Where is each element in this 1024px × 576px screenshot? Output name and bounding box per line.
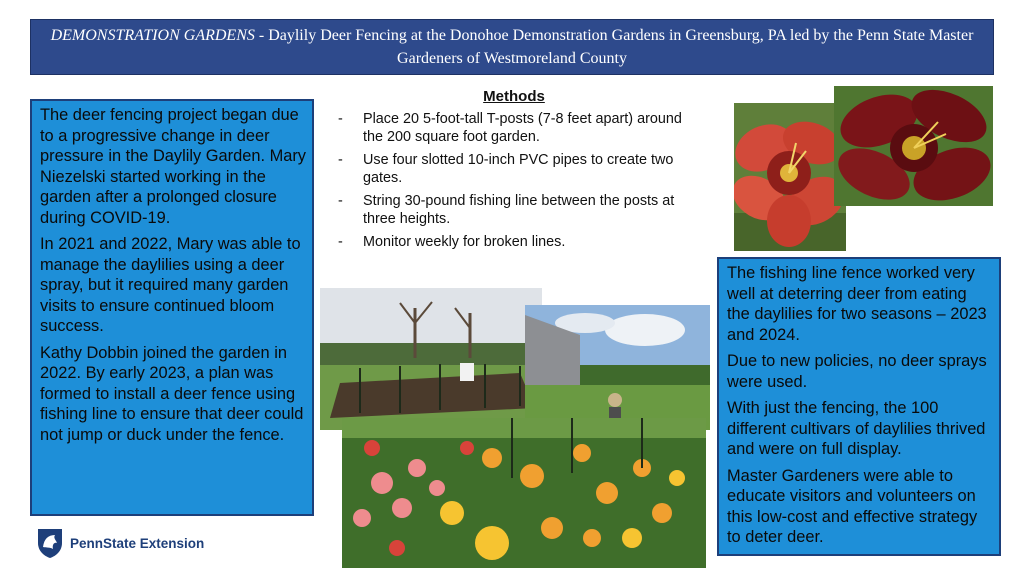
bullet-dash: - bbox=[338, 234, 343, 250]
background-paragraph-3: Kathy Dobbin joined the garden in 2022. By early 2023, a plan was formed to install a deer fence using fishing line to ensure that deer could not jump or duck under the fence. bbox=[40, 343, 304, 444]
pennstate-extension-logo bbox=[36, 527, 204, 559]
background-paragraph-2: In 2021 and 2022, Mary was able to manage the daylilies using a deer spray, but it required many garden visits to ensure continued bloom success. bbox=[40, 235, 301, 335]
methods-section bbox=[334, 88, 694, 258]
results-paragraph-3: With just the fencing, the 100 different cultivars of daylilies thrived and were on full display. bbox=[727, 399, 986, 458]
fenced-garden-photo bbox=[320, 288, 542, 430]
methods-item-text: Monitor weekly for broken lines. bbox=[363, 234, 566, 250]
methods-item-2 bbox=[334, 152, 694, 187]
bullet-dash: - bbox=[338, 193, 343, 209]
daylily-closeup-photo-1 bbox=[734, 103, 846, 251]
results-paragraph-2: Due to new policies, no deer sprays were used. bbox=[727, 352, 987, 391]
daylily-closeup-photo-2 bbox=[834, 86, 993, 206]
logo-text: PennState Extension bbox=[70, 535, 205, 551]
methods-item-text: Place 20 5-foot-tall T-posts (7-8 feet apart) around the 200 square foot garden. bbox=[363, 111, 682, 145]
bullet-dash: - bbox=[338, 111, 343, 127]
methods-item-4 bbox=[334, 234, 694, 252]
methods-item-1 bbox=[334, 111, 694, 146]
methods-list bbox=[334, 111, 694, 252]
banner-title: - Daylily Deer Fencing at the Donohoe Demonstration Gardens in Greensburg, PA led by the Penn State Master Gardeners of Westmoreland County bbox=[254, 27, 974, 67]
results-text-box bbox=[717, 257, 1001, 556]
methods-title: Methods bbox=[483, 88, 545, 105]
title-banner bbox=[30, 19, 994, 75]
methods-item-text: Use four slotted 10-inch PVC pipes to create two gates. bbox=[363, 152, 674, 186]
methods-item-3 bbox=[334, 193, 694, 228]
results-paragraph-4: Master Gardeners were able to educate visitors and volunteers on this low-cost and effective strategy to deter deer. bbox=[727, 466, 978, 546]
background-paragraph-1: The deer fencing project began due to a progressive change in deer pressure in the Daylily Garden. Mary Niezelski started working in the garden after a prolonged closure during COVID-19. bbox=[40, 106, 306, 227]
background-text-box bbox=[30, 99, 314, 516]
results-paragraph-1: The fishing line fence worked very well at deterring deer from eating the daylilies for two seasons – 2023 and 2024. bbox=[727, 264, 987, 344]
banner-category: DEMONSTRATION GARDENS bbox=[50, 27, 255, 44]
blooming-daylilies-photo bbox=[342, 418, 706, 568]
gardener-photo bbox=[525, 305, 710, 430]
nittany-lion-shield-icon bbox=[36, 527, 64, 559]
bullet-dash: - bbox=[338, 152, 343, 168]
methods-item-text: String 30-pound fishing line between the posts at three heights. bbox=[363, 193, 675, 227]
